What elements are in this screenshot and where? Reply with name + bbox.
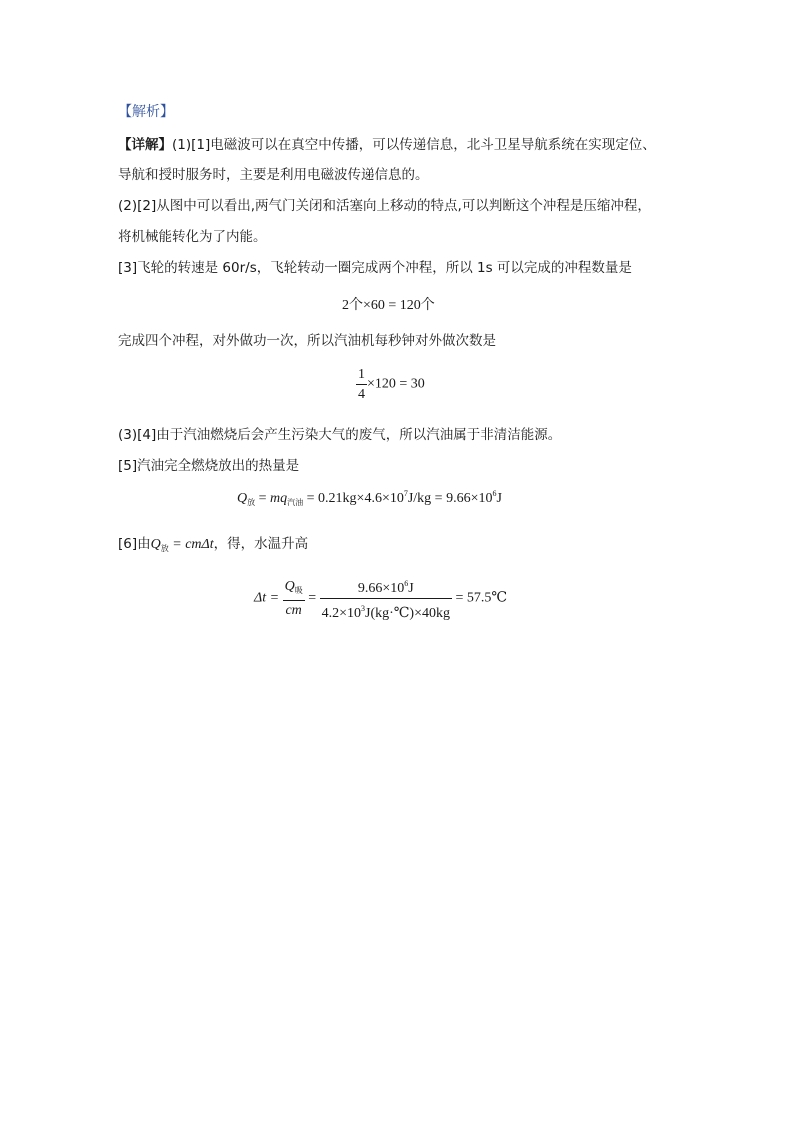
equals-sign-2: = [304,590,320,606]
equation-heat-middle: = 0.21kg×4.6×10 [303,491,404,506]
inline-symbol-q: Q [150,537,161,552]
subscript-absorbed: 吸 [294,586,303,595]
equation-heat-middle-2: J/kg = 9.66×10 [407,491,493,506]
inline-formula-text: = cmΔt [168,537,214,552]
equation-temperature-rise [254,575,507,622]
paragraph-7-prefix: [6]由 [118,536,151,552]
unit-joule: J [496,491,502,506]
fraction-q-absorbed [283,578,305,601]
denominator-exponent: 3 [361,604,365,613]
paragraph-3-line: [3]飞轮的转速是 60r/s，飞轮转动一圈完成两个冲程，所以 1s 可以完成的冲程数量是 [118,260,632,276]
paragraph-5-line: (3)[4]由于汽油燃烧后会产生污染大气的废气，所以汽油属于非清洁能源。 [118,427,562,443]
paragraph-1-line-1 [118,136,656,154]
fraction-one-quarter [356,366,367,403]
denominator-rest: J(kg·℃)×40kg [365,606,450,621]
exponent-6: 6 [492,489,497,498]
fraction-numerator: 1 [356,366,367,385]
subscript-gasoline: 汽油 [287,498,304,507]
fraction-numeric-numerator [320,575,452,599]
paragraph-4-line: 完成四个冲程，对外做功一次，所以汽油机每秒钟对外做次数是 [118,333,496,349]
numerator-unit: J [408,581,414,596]
paragraph-6-line: [5]汽油完全燃烧放出的热量是 [118,458,300,474]
subscript-released: 放 [247,498,256,507]
fraction-numeric [320,575,452,622]
inline-formula [151,537,214,552]
section-heading: 【解析】 [118,104,174,120]
fraction-q-over-cm [283,578,305,619]
paragraph-1-text: (1)[1]电磁波可以在真空中传播，可以传递信息，北斗卫星导航系统在实现定位、 [172,137,656,153]
fraction-cm: cm [285,603,302,618]
equation-strokes: 2个×60 = 120个 [342,298,435,313]
fraction-numeric-denominator [320,599,452,622]
fraction-denominator: 4 [358,387,365,402]
equals-sign: = [255,491,271,506]
paragraph-7-suffix: ，得，水温升高 [213,536,309,552]
paragraph-2-line-2: 将机械能转化为了内能。 [118,229,267,245]
paragraph-1-line-2: 导航和授时服务时，主要是利用电磁波传递信息的。 [118,167,429,183]
numerator-exponent: 6 [404,579,409,588]
equation-work-count-rest: ×120 = 30 [367,376,425,392]
paragraph-7-line [118,535,308,558]
exponent-7: 7 [403,489,408,498]
paragraph-2-line-1: (2)[2]从图中可以看出,两气门关闭和活塞向上移动的特点,可以判断这个冲程是压缩冲程， [118,198,651,214]
detail-label: 【详解】 [118,137,172,153]
num-symbol-q: Q [284,579,295,594]
numerator-value: 9.66×10 [357,581,405,596]
inline-subscript-released: 放 [160,544,169,553]
equation-work-count [356,366,425,403]
delta-t-symbol: Δt = [254,590,283,606]
symbol-mq: mq [270,491,288,506]
symbol-q: Q [237,491,248,506]
denominator-value: 4.2×10 [321,606,361,621]
equation-heat-released [237,489,502,508]
temperature-result: = 57.5℃ [452,590,508,606]
